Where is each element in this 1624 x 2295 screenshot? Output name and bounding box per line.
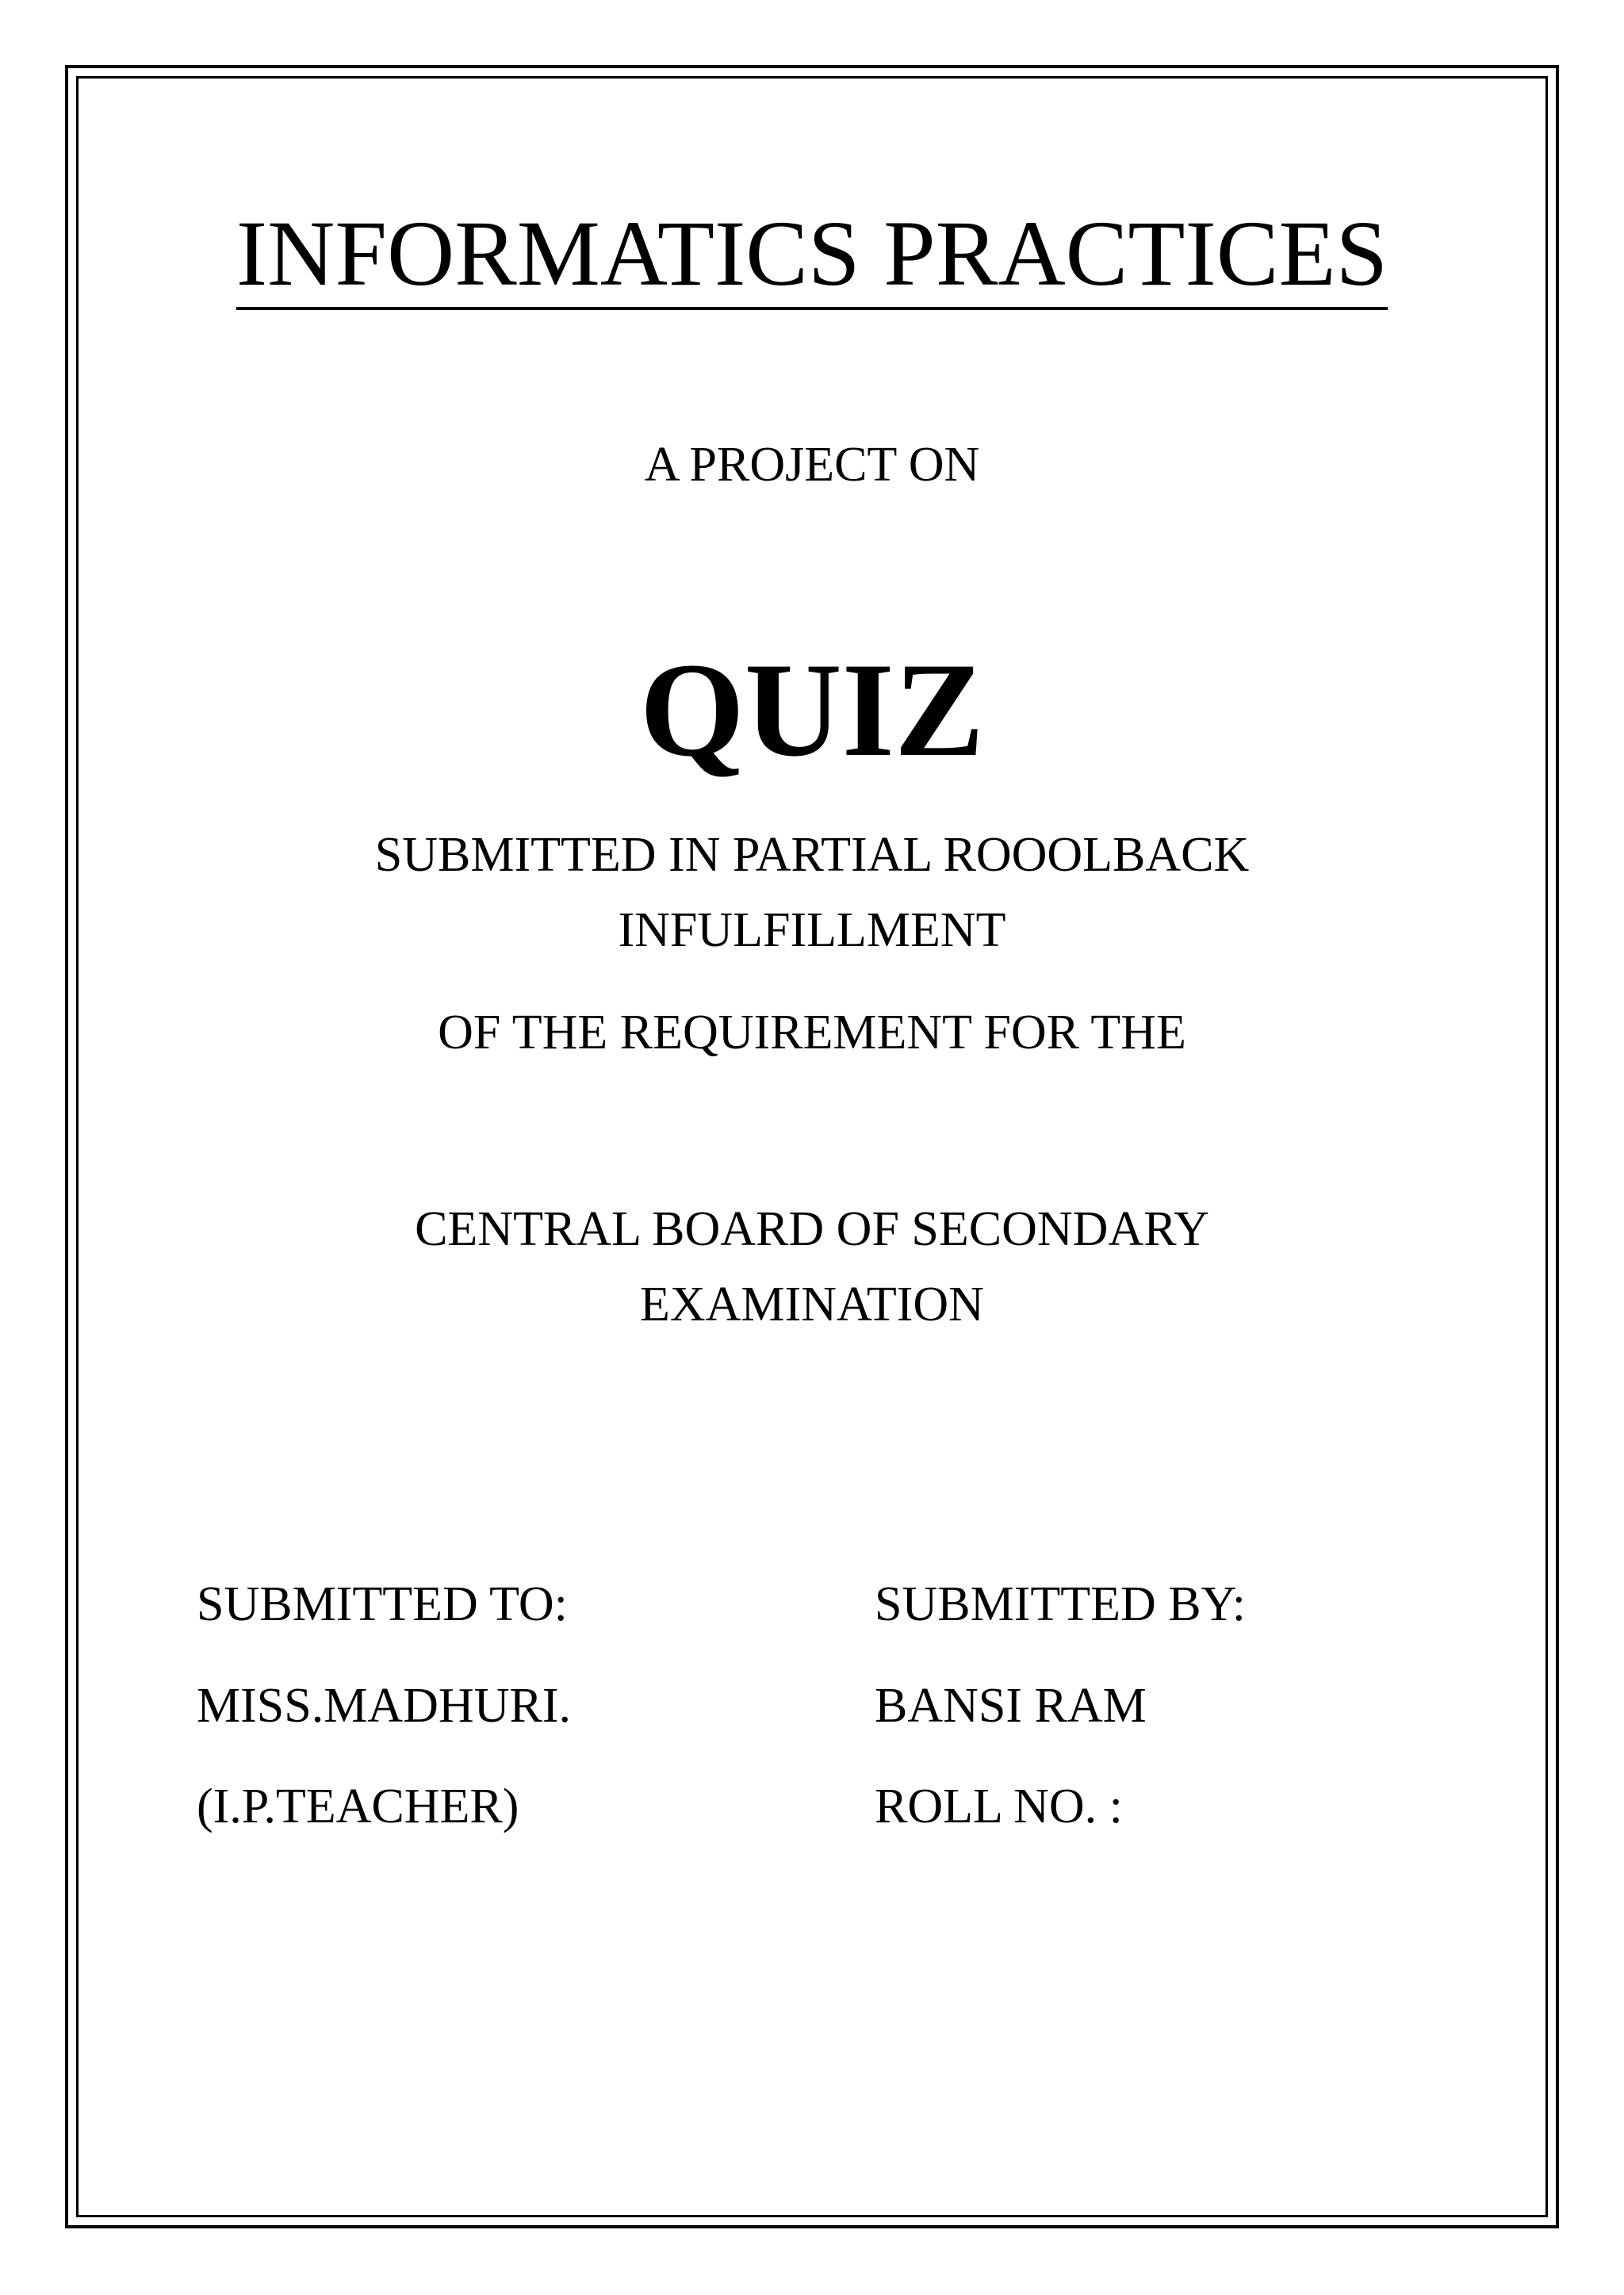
page-border-inner: [76, 76, 1548, 2217]
submitted-by-label: SUBMITTED BY:: [875, 1577, 1246, 1631]
project-name: QUIZ: [639, 635, 985, 784]
submission-statement-line1: SUBMITTED IN PARTIAL ROOOLBACK: [374, 828, 1250, 882]
board-name-line1: CENTRAL BOARD OF SECONDARY: [415, 1202, 1209, 1256]
submitted-to-name: MISS.MADHURI.: [197, 1679, 571, 1733]
submitted-to-role: (I.P.TEACHER): [197, 1780, 519, 1833]
page-title-text: INFORMATICS PRACTICES: [236, 201, 1388, 310]
page-title: [0, 198, 1624, 309]
board-name-line2: EXAMINATION: [640, 1278, 984, 1331]
submission-statement-line2: INFULFILLMENT: [618, 903, 1006, 957]
submitted-to-label: SUBMITTED TO:: [197, 1577, 568, 1631]
project-intro: A PROJECT ON: [644, 438, 980, 492]
submitted-by-roll: ROLL NO. :: [875, 1780, 1123, 1833]
submitted-by-name: BANSI RAM: [875, 1679, 1147, 1733]
requirement-statement: OF THE REQUIREMENT FOR THE: [438, 1006, 1186, 1059]
